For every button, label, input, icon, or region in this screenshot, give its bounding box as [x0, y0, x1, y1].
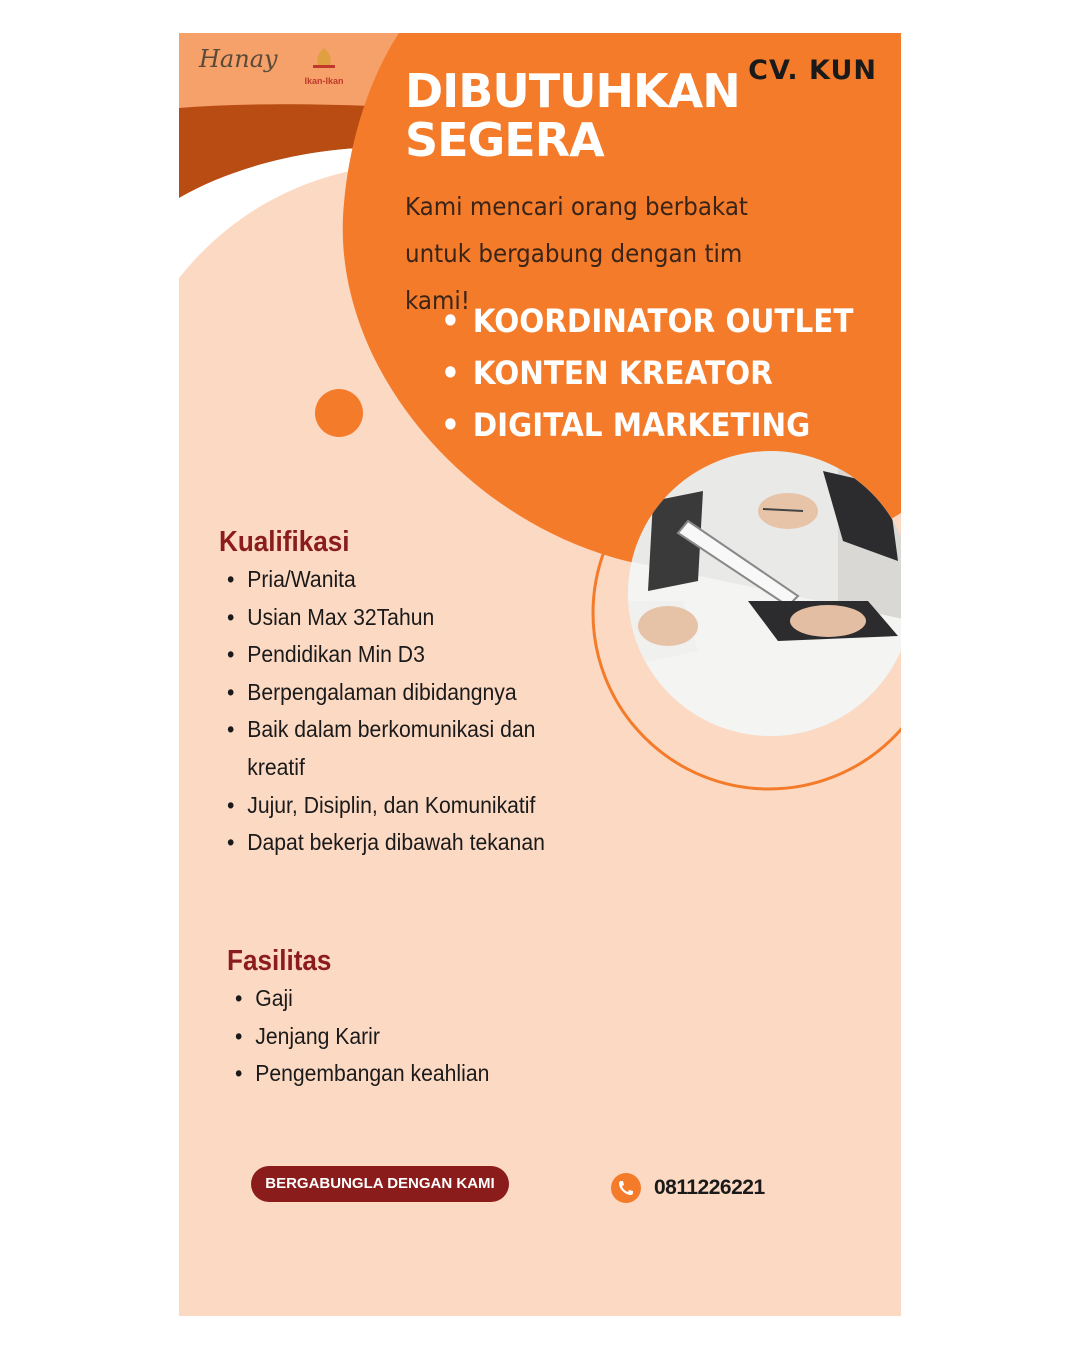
qualifications-title: Kualifikasi [219, 526, 350, 558]
subtitle-line-2: untuk bergabung dengan tim kami! [405, 239, 743, 315]
position-item: • DIGITAL MARKETING [441, 399, 853, 451]
job-poster [179, 33, 901, 1316]
hanay-logo: Hanay [199, 45, 278, 73]
facility-item: • Pengembangan keahlian [235, 1055, 489, 1093]
qualification-item: • Pria/Wanita [227, 561, 545, 599]
qualification-item: • Berpengalaman dibidangnya [227, 674, 545, 712]
position-item: • KOORDINATOR OUTLET [441, 295, 853, 347]
handshake-meeting-photo [628, 451, 901, 736]
join-us-button[interactable]: BERGABUNGLA DENGAN KAMI [251, 1166, 509, 1202]
company-name: CV. KUN [748, 55, 877, 86]
phone-icon [611, 1173, 641, 1203]
position-item: • KONTEN KREATOR [441, 347, 853, 399]
facilities-title: Fasilitas [227, 945, 332, 977]
logo-label: Ikan-Ikan [304, 76, 344, 86]
logo-emblem-icon [309, 45, 339, 69]
ikan-ikan-logo [294, 45, 354, 86]
facility-item: • Jenjang Karir [235, 1018, 489, 1056]
headline-line-1: DIBUTUHKAN [405, 64, 740, 118]
facilities-list [235, 980, 511, 1093]
qualification-item: • Baik dalam berkomunikasi dan [227, 711, 545, 749]
position-list [441, 295, 889, 451]
qualification-item: • Pendidikan Min D3 [227, 636, 545, 674]
qualification-item: • Usian Max 32Tahun [227, 599, 545, 637]
headline [405, 64, 740, 167]
qualifications-list [227, 561, 573, 862]
subtitle-line-1: Kami mencari orang berbakat [405, 192, 748, 221]
qualification-item-continuation: kreatif [247, 753, 305, 780]
facility-item: • Gaji [235, 980, 489, 1018]
headline-line-2: SEGERA [405, 113, 604, 167]
qualification-item: • Jujur, Disiplin, dan Komunikatif [227, 787, 545, 825]
qualification-item: • Dapat bekerja dibawah tekanan [227, 824, 545, 862]
phone-number[interactable]: 0811226221 [654, 1176, 765, 1199]
